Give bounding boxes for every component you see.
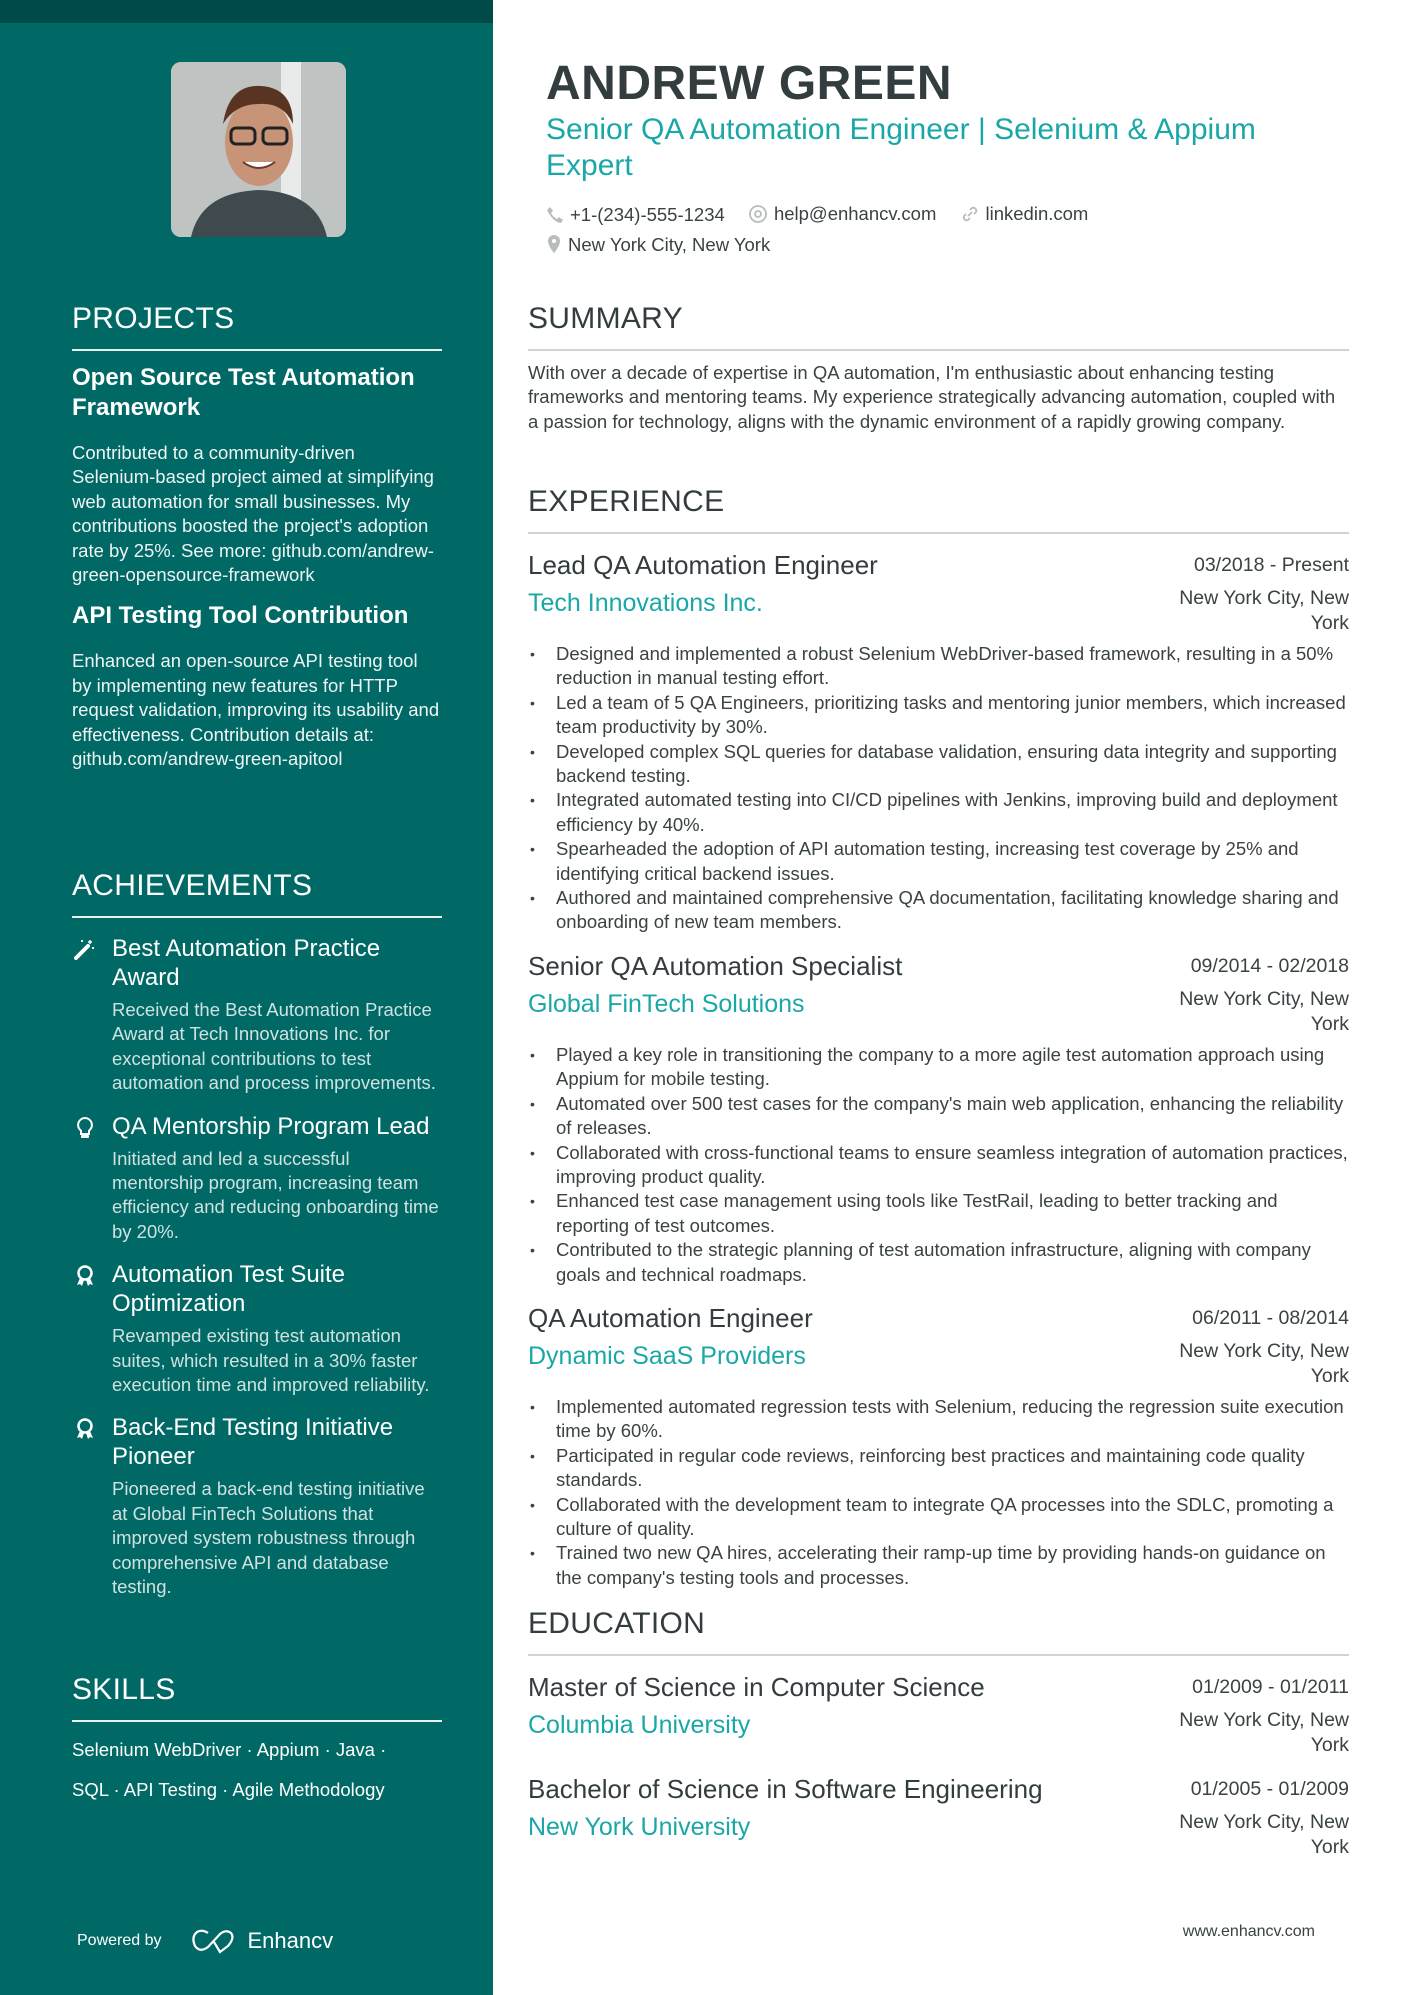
education-entry [528, 1772, 1349, 1860]
candidate-name: ANDREW GREEN [546, 57, 953, 110]
summary-heading: SUMMARY [528, 302, 683, 335]
skills-list [72, 1730, 442, 1810]
bullet: • Automated over 500 test cases for the company's main web application, enhancing the reliability of releases. [528, 1092, 1349, 1141]
achievement-item [72, 1260, 442, 1397]
divider [528, 349, 1349, 351]
bullet: • Led a team of 5 QA Engineers, prioritizing tasks and mentoring junior members, which increased team productivity by 30%. [528, 691, 1349, 740]
projects-section [72, 301, 442, 771]
bullet: • Enhanced test case management using tools like TestRail, leading to better tracking and reporting of test outcomes. [528, 1189, 1349, 1238]
achievement-item [72, 1112, 442, 1245]
job-title: Lead QA Automation Engineer [528, 550, 878, 580]
location: New York City, New York [1179, 1811, 1349, 1858]
location: New York City, New York [1179, 1339, 1349, 1387]
location [546, 231, 770, 258]
achievement-description: Revamped existing test automation suites, which resulted in a 30% faster execution time and improved reliability. [112, 1325, 430, 1396]
achievement-item [72, 934, 442, 1096]
bullet: • Collaborated with cross-functional teams to ensure seamless integration of automation practices, improving product quality. [528, 1141, 1349, 1190]
bullet: • Developed complex SQL queries for database validation, ensuring data integrity and supporting backend testing. [528, 740, 1349, 789]
magic-wand-icon [72, 934, 112, 1096]
enhancv-logo-icon [190, 1928, 236, 1954]
date-range: 01/2005 - 01/2009 [1190, 1778, 1349, 1800]
project-description: Contributed to a community-driven Selenium-based project aimed at simplifying web automation for small businesses. My contributions boosted the project's adoption rate by 25%. See more: github.com/andrew-green-opensource-framework [72, 442, 434, 586]
summary-section [528, 301, 1349, 434]
contact-info [546, 200, 1326, 261]
candidate-title: Senior QA Automation Engineer | Selenium & Appium Expert [546, 113, 1256, 182]
skills-line: Selenium WebDriver · Appium · Java · [72, 1739, 387, 1760]
bullet-list [528, 1043, 1349, 1287]
achievement-title: QA Mentorship Program Lead [112, 1112, 430, 1140]
achievement-description: Pioneered a back-end testing initiative at Global FinTech Solutions that improved system robustness through comprehensive API and database testing. [112, 1478, 425, 1598]
bullet: • Contributed to the strategic planning of test automation infrastructure, aligning with company goals and technical roadmaps. [528, 1238, 1349, 1287]
profile-photo [171, 62, 346, 237]
school: New York University [528, 1813, 751, 1841]
divider [528, 1654, 1349, 1656]
divider [72, 349, 442, 351]
bullet-list [528, 1395, 1349, 1590]
at-icon [748, 204, 768, 224]
email[interactable] [748, 200, 936, 227]
job-entry [528, 1301, 1349, 1590]
phone-text: +1-(234)-555-1234 [570, 204, 725, 225]
job-title: QA Automation Engineer [528, 1302, 813, 1333]
divider [72, 1720, 442, 1722]
powered-by [77, 1928, 333, 1954]
bullet: • Integrated automated testing into CI/CD pipelines with Jenkins, improving build and deployment efficiency by 40%. [528, 788, 1349, 837]
degree: Master of Science in Computer Science [528, 1672, 985, 1702]
bullet: • Participated in regular code reviews, reinforcing best practices and maintaining code quality standards. [528, 1444, 1349, 1493]
experience-heading: EXPERIENCE [528, 485, 725, 518]
summary-text: With over a decade of expertise in QA automation, I'm enthusiastic about enhancing testing frameworks and mentoring teams. My experience strategically advancing automation, coupled with a passion for technology, aligns with the dynamic environment of a rapidly growing company. [528, 362, 1336, 432]
achievement-title: Back-End Testing Initiative Pioneer [112, 1414, 394, 1471]
job-entry [528, 949, 1349, 1287]
location: New York City, New York [1179, 587, 1349, 634]
email-text: help@enhancv.com [773, 203, 937, 224]
achievements-heading: ACHIEVEMENTS [72, 869, 313, 902]
divider [528, 532, 1349, 534]
award-ribbon-icon [72, 1260, 112, 1397]
school: Columbia University [528, 1711, 751, 1739]
skills-line: SQL · API Testing · Agile Methodology [72, 1779, 385, 1800]
date-range: 06/2011 - 08/2014 [1192, 1306, 1349, 1329]
achievement-description: Initiated and led a successful mentorship program, increasing team efficiency and reducing onboarding time by 20%. [112, 1147, 439, 1242]
date-range: 01/2009 - 01/2011 [1192, 1676, 1349, 1698]
achievement-title: Best Automation Practice Award [112, 935, 381, 991]
company: Global FinTech Solutions [528, 989, 805, 1018]
powered-by-label: Powered by [77, 1932, 162, 1949]
date-range: 09/2014 - 02/2018 [1190, 954, 1349, 977]
bullet: • Collaborated with the development team to integrate QA processes into the SDLC, promoting a culture of quality. [528, 1493, 1349, 1542]
education-entry [528, 1670, 1349, 1758]
job-title: Senior QA Automation Specialist [528, 950, 903, 981]
sidebar [0, 0, 493, 1995]
skills-section [72, 1672, 442, 1810]
location-text: New York City, New York [568, 233, 771, 255]
award-ribbon-icon [72, 1413, 112, 1599]
link-text: linkedin.com [985, 203, 1089, 224]
experience-section [528, 484, 1349, 1590]
bullet: • Trained two new QA hires, accelerating their ramp-up time by providing hands-on guidance on the company's testing tools and processes. [528, 1541, 1349, 1590]
education-heading: EDUCATION [528, 1607, 706, 1640]
achievement-title: Automation Test Suite Optimization [112, 1261, 346, 1318]
bullet: • Authored and maintained comprehensive QA documentation, facilitating knowledge sharing and onboarding of new team members. [528, 886, 1349, 935]
brand-name: Enhancv [247, 1928, 334, 1953]
lightbulb-icon [72, 1112, 112, 1245]
location: New York City, New York [1179, 987, 1349, 1035]
company: Dynamic SaaS Providers [528, 1341, 806, 1370]
project-item [72, 363, 442, 587]
bullet: • Designed and implemented a robust Selenium WebDriver-based framework, resulting in a 50% reduction in manual testing effort. [528, 642, 1349, 691]
linkedin[interactable] [960, 200, 1089, 227]
project-item [72, 601, 442, 771]
link-icon [960, 204, 980, 224]
company: Tech Innovations Inc. [528, 589, 763, 617]
location: New York City, New York [1179, 1709, 1349, 1756]
project-description: Enhanced an open-source API testing tool by implementing new features for HTTP request validation, improving its usability and effectiveness. Contribution details at: github.com/andrew-green-apitool [72, 650, 440, 770]
job-entry [528, 548, 1349, 935]
degree: Bachelor of Science in Software Engineering [528, 1774, 1043, 1804]
achievements-section [72, 868, 442, 1600]
bullet: • Played a key role in transitioning the company to a more agile test automation approach using Appium for mobile testing. [528, 1043, 1349, 1092]
skills-heading: SKILLS [72, 1673, 176, 1706]
project-title: API Testing Tool Contribution [72, 602, 409, 630]
bullet: • Implemented automated regression tests with Selenium, reducing the regression suite execution time by 60%. [528, 1395, 1349, 1444]
achievement-description: Received the Best Automation Practice Award at Tech Innovations Inc. for exceptional contributions to test automation and process improvements. [112, 999, 436, 1094]
date-range: 03/2018 - Present [1193, 554, 1349, 576]
phone-icon [546, 206, 564, 224]
divider [72, 916, 442, 918]
website: www.enhancv.com [1182, 1923, 1315, 1940]
education-section [528, 1606, 1349, 1860]
achievement-item [72, 1413, 442, 1599]
bullet: • Spearheaded the adoption of API automation testing, increasing test coverage by 25% and identifying critical backend issues. [528, 837, 1349, 886]
projects-heading: PROJECTS [72, 302, 235, 335]
project-title: Open Source Test Automation Framework [72, 364, 415, 421]
phone [546, 201, 725, 228]
location-pin-icon [546, 234, 562, 254]
top-band [0, 0, 493, 23]
bullet-list [528, 642, 1349, 935]
